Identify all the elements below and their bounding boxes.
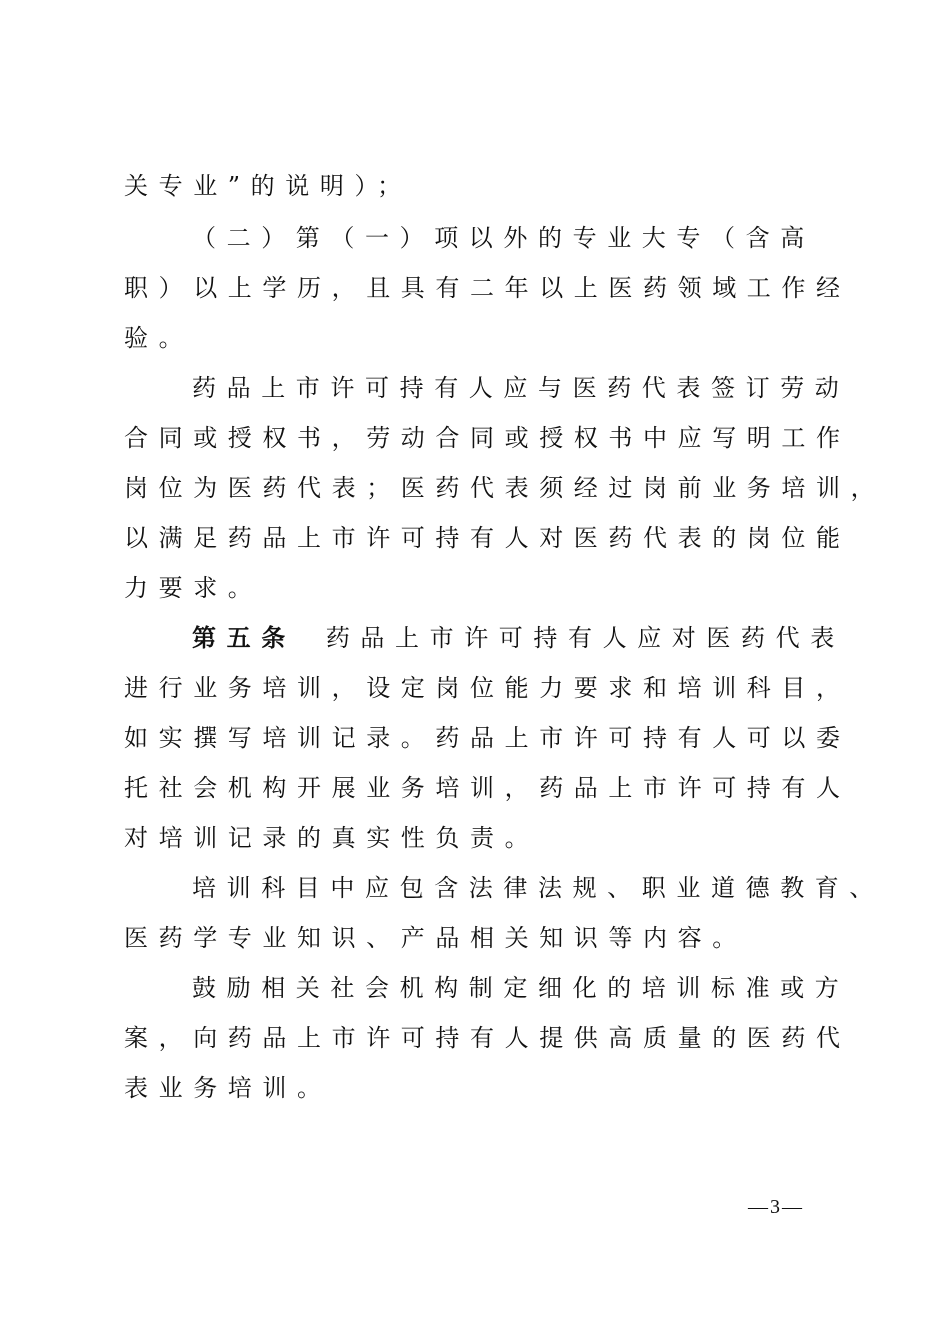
article-heading-line (192, 618, 902, 658)
text-line: 进行业务培训，设定岗位能力要求和培训科目， (124, 674, 851, 702)
text-line: 培训科目中应包含法律法规、职业道德教育、 (192, 874, 884, 902)
text-line: 案，向药品上市许可持有人提供高质量的医药代 (124, 1024, 851, 1052)
text-line: 力要求。 (124, 574, 263, 602)
text-line: 如实撰写培训记录。药品上市许可持有人可以委 (124, 724, 851, 752)
text-line: 合同或授权书，劳动合同或授权书中应写明工作 (124, 424, 851, 452)
text-line: 岗位为医药代表；医药代表须经过岗前业务培训， (124, 474, 886, 502)
text-line: 验。 (124, 324, 194, 352)
text-line: 表业务培训。 (124, 1074, 332, 1102)
article-heading: 第五条 (192, 624, 296, 652)
text-line: 鼓励相关社会机构制定细化的培训标准或方 (192, 974, 850, 1002)
article-text: 药品上市许可持有人应对医药代表 (325, 624, 845, 652)
page-number: —3— (748, 1196, 804, 1218)
text-line: 药品上市许可持有人应与医药代表签订劳动 (192, 374, 850, 402)
text-line: 对培训记录的真实性负责。 (124, 824, 540, 852)
text-line: 职）以上学历，且具有二年以上医药领域工作经 (124, 274, 851, 302)
text-line: 托社会机构开展业务培训，药品上市许可持有人 (124, 774, 851, 802)
text-line: 关专业”的说明）； (124, 172, 412, 200)
text-line: 以满足药品上市许可持有人对医药代表的岗位能 (124, 524, 851, 552)
text-line: 医药学专业知识、产品相关知识等内容。 (124, 924, 747, 952)
text-line: （二）第（一）项以外的专业大专（含高 (192, 224, 815, 252)
